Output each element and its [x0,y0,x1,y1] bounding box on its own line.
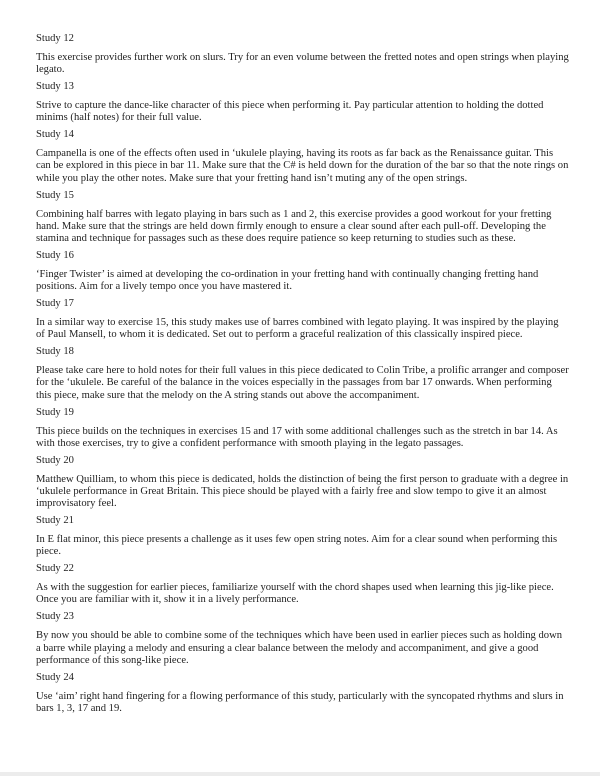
study-description: Combining half barres with legato playing in bars such as 1 and 2, this exercise provides a good workout for your fretting hand. Make sure that the strings are held down firmly enough to ensure a clear sound after each pull-off. Developing the stamina and technique for passages such as these does require patience so keep returning to studies such as these. [36,208,552,244]
study-19-section [36,407,569,450]
study-description: In E flat minor, this piece presents a challenge as it uses few open string notes. Aim for a clear sound when performing this piece. [36,534,558,558]
study-heading: Study 21 [36,515,74,527]
study-12-section [36,33,569,76]
study-heading: Study 19 [36,406,74,418]
study-heading: Study 24 [36,671,74,683]
study-22-section [36,563,569,606]
study-description: Matthew Quilliam, to whom this piece is dedicated, holds the distinction of being the first person to graduate with a degree in ‘ukulele performance in Great Britain. This piece should be played with a fairly free and slow tempo to give it an almost improvisatory feel. [36,473,569,509]
document-page [36,33,569,720]
study-heading: Study 20 [36,454,74,466]
study-description: This exercise provides further work on slurs. Try for an even volume between the fretted notes and open strings when playing legato. [36,52,569,76]
study-description: By now you should be able to combine some of the techniques which have been used in earlier pieces such as holding down a barre while playing a melody and ensuring a clear balance between the melody and accompaniment, and give a good performance of this song-like piece. [36,630,563,666]
study-description: Use ‘aim’ right hand fingering for a flowing performance of this study, particularly with the syncopated rhythms and slurs in bars 1, 3, 17 and 19. [36,690,564,714]
study-16-section [36,250,569,293]
study-heading: Study 14 [36,129,74,141]
study-heading: Study 22 [36,563,74,575]
study-15-section [36,190,569,245]
study-description: ‘Finger Twister’ is aimed at developing the co-ordination in your fretting hand with continually changing fretting hand positions. Aim for a lively tempo once you have mastered it. [36,268,539,293]
study-description: Strive to capture the dance-like character of this piece when performing it. Pay particular attention to holding the dotted minims (half notes) for their full value. [36,100,544,124]
study-13-section [36,81,569,124]
study-18-section [36,346,569,401]
study-17-section [36,298,569,341]
study-14-section [36,129,569,184]
study-heading: Study 18 [36,346,74,358]
study-description: Campanella is one of the effects often used in ‘ukulele playing, having its roots as far back as the Renaissance guitar. This can be explored in this piece in bar 11. Make sure that the C# is held down for the duration of the bar so that the note rings on while you play the other notes. Make sure that your fretting hand isn’t muting any of the open strings. [36,148,569,184]
study-20-section [36,455,569,510]
study-24-section [36,672,569,715]
study-heading: Study 13 [36,81,74,93]
study-23-section [36,611,569,666]
study-21-section [36,515,569,558]
study-heading: Study 16 [36,249,74,261]
study-description: Please take care here to hold notes for their full values in this piece dedicated to Colin Tribe, a prolific arranger and composer for the ‘ukulele. Be careful of the balance in the voices especially in the passages from bar 17 onwards. When performing this piece, make sure that the melody on the A string stands out above the accompaniment. [36,365,569,401]
study-heading: Study 23 [36,611,74,623]
study-heading: Study 12 [36,33,74,44]
study-description: This piece builds on the techniques in exercises 15 and 17 with some additional challenges such as the stretch in bar 14. As with those exercises, try to give a confident performance with smooth playing in the legato passages. [36,425,558,449]
study-heading: Study 17 [36,298,74,310]
study-description: As with the suggestion for earlier pieces, familiarize yourself with the chord shapes used when learning this jig-like piece. Once you are familiar with it, show it in a lively performance. [36,582,554,606]
study-description: In a similar way to exercise 15, this study makes use of barres combined with legato playing. It was inspired by the playing of Paul Mansell, to whom it is dedicated. Set out to perform a graceful realization of this classically inspired piece. [36,317,559,341]
study-heading: Study 15 [36,189,74,201]
page-bottom-divider [0,772,600,776]
